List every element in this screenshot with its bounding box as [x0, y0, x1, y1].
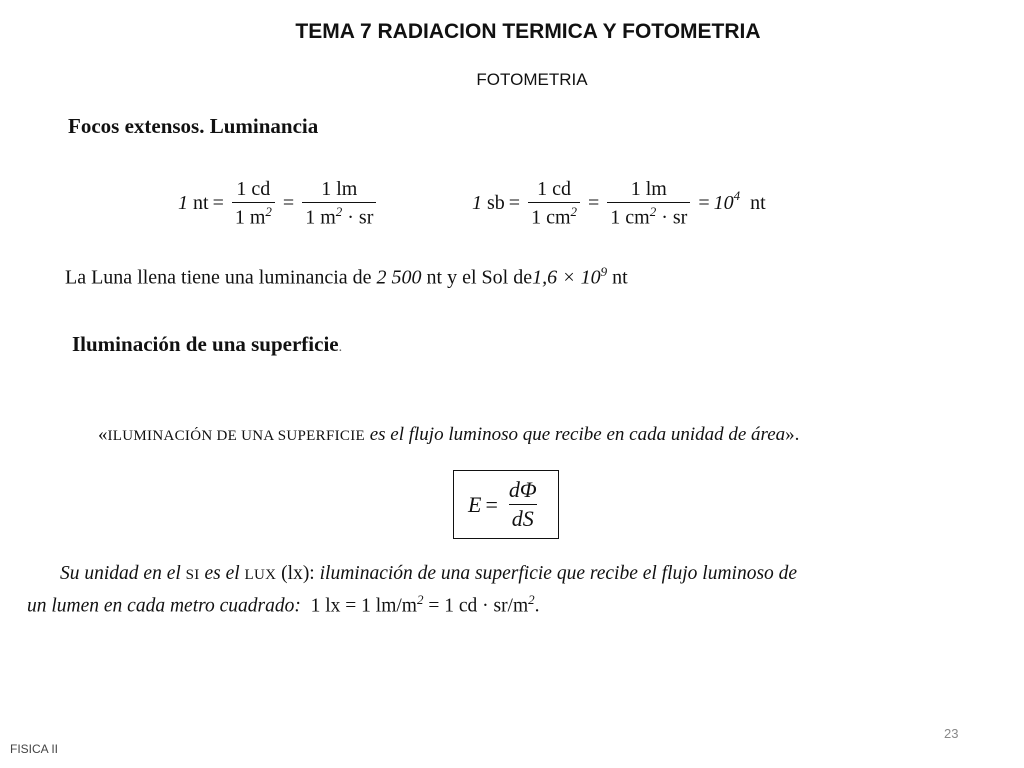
sun-luminance-mantissa: 1,6 × 10: [532, 266, 601, 289]
sentence-part: nt y el Sol de: [426, 266, 533, 289]
lux-exponent: 2: [416, 592, 424, 607]
formula-fraction: [506, 477, 540, 532]
illuminance-definition: [98, 424, 799, 446]
denominator-exponent: 2: [570, 204, 578, 219]
luminance-examples-sentence: [65, 264, 628, 290]
stilb-formula: [472, 178, 766, 230]
formula-denominator: dS: [509, 504, 537, 532]
fraction-numerator: 1 lm: [630, 178, 667, 200]
sb-lhs-unit: sb: [487, 192, 505, 215]
unit-text: un lumen en cada metro cuadrado:: [27, 595, 301, 617]
equals-sign: =: [588, 192, 600, 215]
sb-power-base: 10: [713, 192, 734, 215]
definition-open-quote: «: [98, 424, 108, 445]
sun-luminance-exponent: 9: [600, 264, 608, 279]
denominator-exponent: 2: [265, 204, 272, 219]
unit-text: es el: [204, 563, 240, 584]
heading-text: Iluminación de una superficie: [72, 332, 339, 356]
equals-sign: =: [282, 192, 295, 215]
heading-tail: .: [338, 340, 343, 355]
denominator-exponent: 2: [649, 204, 657, 219]
denominator-base: 1 m: [305, 206, 336, 229]
equals-sign: =: [508, 192, 521, 215]
equals-sign: =: [212, 192, 224, 215]
sb-rhs-unit: nt: [750, 192, 766, 215]
unit-paragraph-line1: [60, 563, 797, 585]
denominator-base: 1 m: [234, 206, 266, 229]
unit-text: iluminación de una superficie que recibe el flujo luminoso de: [319, 563, 798, 584]
nit-fraction-lm: [302, 178, 376, 230]
lux-equation-part1: 1 lx = 1 lm/m: [310, 595, 417, 617]
si-abbrev: SI: [185, 567, 200, 583]
sb-lhs-number: 1: [472, 192, 482, 215]
formula-lhs: E: [468, 491, 482, 517]
lux-term: LUX: [244, 567, 277, 583]
definition-term: ILUMINACIÓN DE UNA SUPERFICIE: [107, 428, 365, 444]
lux-abbrev: (lx):: [281, 563, 315, 584]
definition-text: es el flujo luminoso que recibe en cada unidad de área: [369, 424, 786, 445]
fraction-denominator: [528, 202, 580, 230]
definition-close-quote: ».: [785, 424, 800, 445]
nit-formula: [178, 178, 380, 230]
moon-luminance-value: 2 500: [376, 266, 422, 289]
equals-sign: =: [485, 491, 498, 517]
equals-sign: =: [698, 192, 710, 215]
slide-subtitle: FOTOMETRIA: [476, 70, 588, 89]
lux-equation-part2: = 1 cd · sr/m: [423, 595, 529, 617]
denominator-tail: · sr: [342, 206, 374, 229]
section-heading-iluminacion: [72, 332, 342, 357]
lux-exponent: 2: [528, 592, 535, 607]
unit-paragraph-line2: [27, 592, 540, 618]
slide-footer: FISICA II: [10, 742, 59, 756]
sb-fraction-cd: [528, 178, 580, 230]
lux-equation-end: .: [534, 595, 540, 617]
illuminance-formula-box: [453, 470, 559, 539]
fraction-denominator: [232, 202, 275, 230]
slide-title: TEMA 7 RADIACION TERMICA Y FOTOMETRIA: [295, 20, 761, 43]
page-number: 23: [944, 726, 959, 741]
nit-lhs-number: 1: [178, 192, 188, 215]
sentence-part: La Luna llena tiene una luminancia de: [65, 266, 372, 289]
fraction-numerator: 1 cd: [537, 178, 571, 200]
denominator-base: 1 cm: [610, 206, 650, 229]
nit-lhs-unit: nt: [193, 192, 209, 215]
fraction-numerator: 1 lm: [321, 178, 358, 200]
nit-fraction-cd: [232, 178, 275, 230]
section-heading-luminancia: Focos extensos. Luminancia: [68, 114, 319, 138]
denominator-exponent: 2: [335, 204, 343, 219]
denominator-tail: · sr: [656, 206, 688, 229]
unit-text: Su unidad en el: [60, 563, 181, 584]
sb-power-exponent: 4: [733, 187, 741, 203]
denominator-base: 1 cm: [531, 206, 571, 229]
fraction-numerator: 1 cd: [236, 178, 271, 200]
fraction-denominator: [607, 202, 690, 230]
fraction-denominator: [302, 202, 376, 230]
formula-numerator: dΦ: [508, 477, 537, 502]
sb-fraction-lm: [607, 178, 690, 230]
sun-luminance-unit: nt: [612, 266, 628, 289]
